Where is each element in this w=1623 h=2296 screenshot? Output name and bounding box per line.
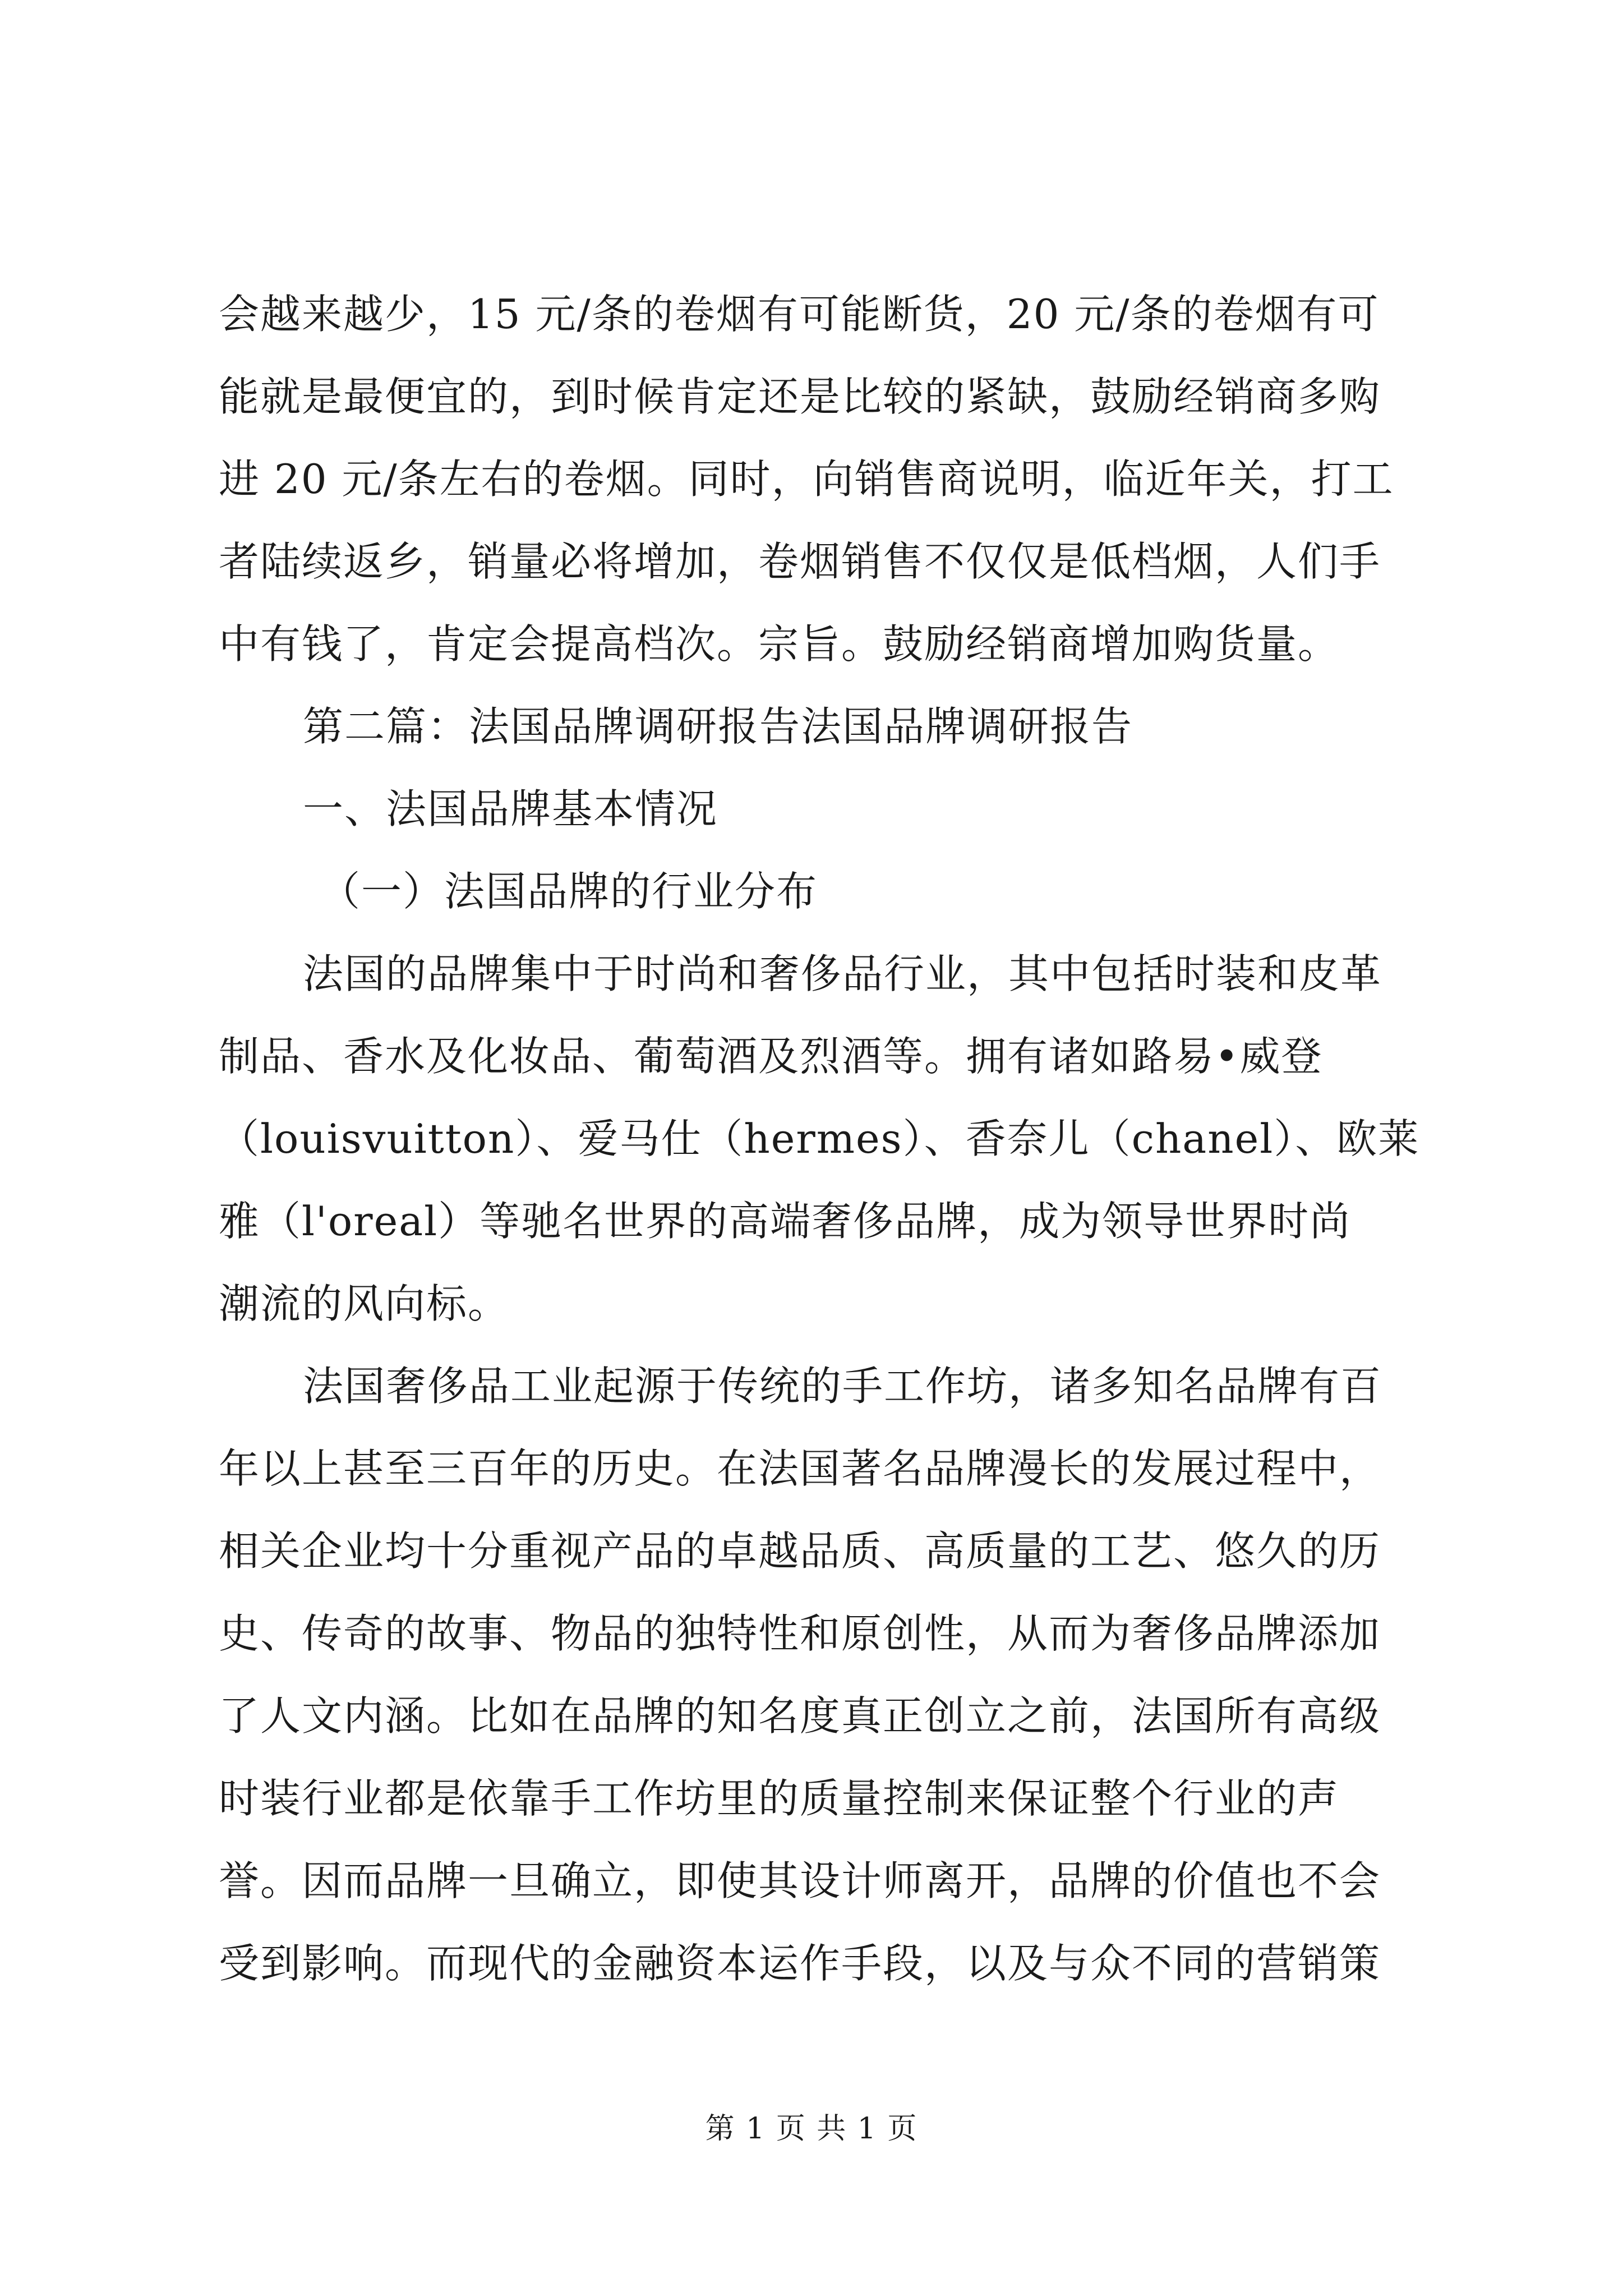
text-line: 雅（l'oreal）等驰名世界的高端奢侈品牌，成为领导世界时尚 — [219, 1198, 1352, 1245]
text-line: 潮流的风向标。 — [219, 1280, 510, 1327]
text-line: 能就是最便宜的，到时候肯定还是比较的紧缺，鼓励经销商多购 — [219, 373, 1381, 420]
text-line: 制品、香水及化妆品、葡萄酒及烈酒等。拥有诸如路易•威登 — [219, 1033, 1323, 1080]
text-line: 进 20 元/条左右的卷烟。同时，向销售商说明，临近年关，打工 — [219, 455, 1394, 503]
text-line: 会越来越少，15 元/条的卷烟有可能断货，20 元/条的卷烟有可 — [219, 291, 1380, 338]
subsection-heading: （一）法国品牌的行业分布 — [320, 868, 818, 915]
paragraph-start-line: 法国的品牌集中于时尚和奢侈品行业，其中包括时装和皮革 — [303, 950, 1382, 997]
section-heading: 第二篇：法国品牌调研报告法国品牌调研报告 — [303, 703, 1133, 750]
text-line: 中有钱了，肯定会提高档次。宗旨。鼓励经销商增加购货量。 — [219, 620, 1340, 668]
text-line: 受到影响。而现代的金融资本运作手段，以及与众不同的营销策 — [219, 1940, 1381, 1987]
page-footer: 第 1 页 共 1 页 — [705, 2112, 918, 2146]
text-line: （louisvuitton）、爱马仕（hermes）、香奈儿（chanel）、欧莱 — [219, 1115, 1420, 1162]
document-body — [219, 273, 1419, 2005]
text-line: 史、传奇的故事、物品的独特性和原创性，从而为奢侈品牌添加 — [219, 1610, 1381, 1657]
text-line: 了人文内涵。比如在品牌的知名度真正创立之前，法国所有高级 — [219, 1692, 1381, 1740]
subsection-heading: 一、法国品牌基本情况 — [303, 785, 718, 832]
text-line: 相关企业均十分重视产品的卓越品质、高质量的工艺、悠久的历 — [219, 1527, 1381, 1575]
paragraph-start-line: 法国奢侈品工业起源于传统的手工作坊，诸多知名品牌有百 — [303, 1363, 1382, 1410]
text-line: 誉。因而品牌一旦确立，即使其设计师离开，品牌的价值也不会 — [219, 1857, 1381, 1904]
text-line: 年以上甚至三百年的历史。在法国著名品牌漫长的发展过程中， — [219, 1445, 1381, 1492]
text-line: 者陆续返乡，销量必将增加，卷烟销售不仅仅是低档烟，人们手 — [219, 538, 1381, 585]
text-line: 时装行业都是依靠手工作坊里的质量控制来保证整个行业的声 — [219, 1775, 1340, 1822]
